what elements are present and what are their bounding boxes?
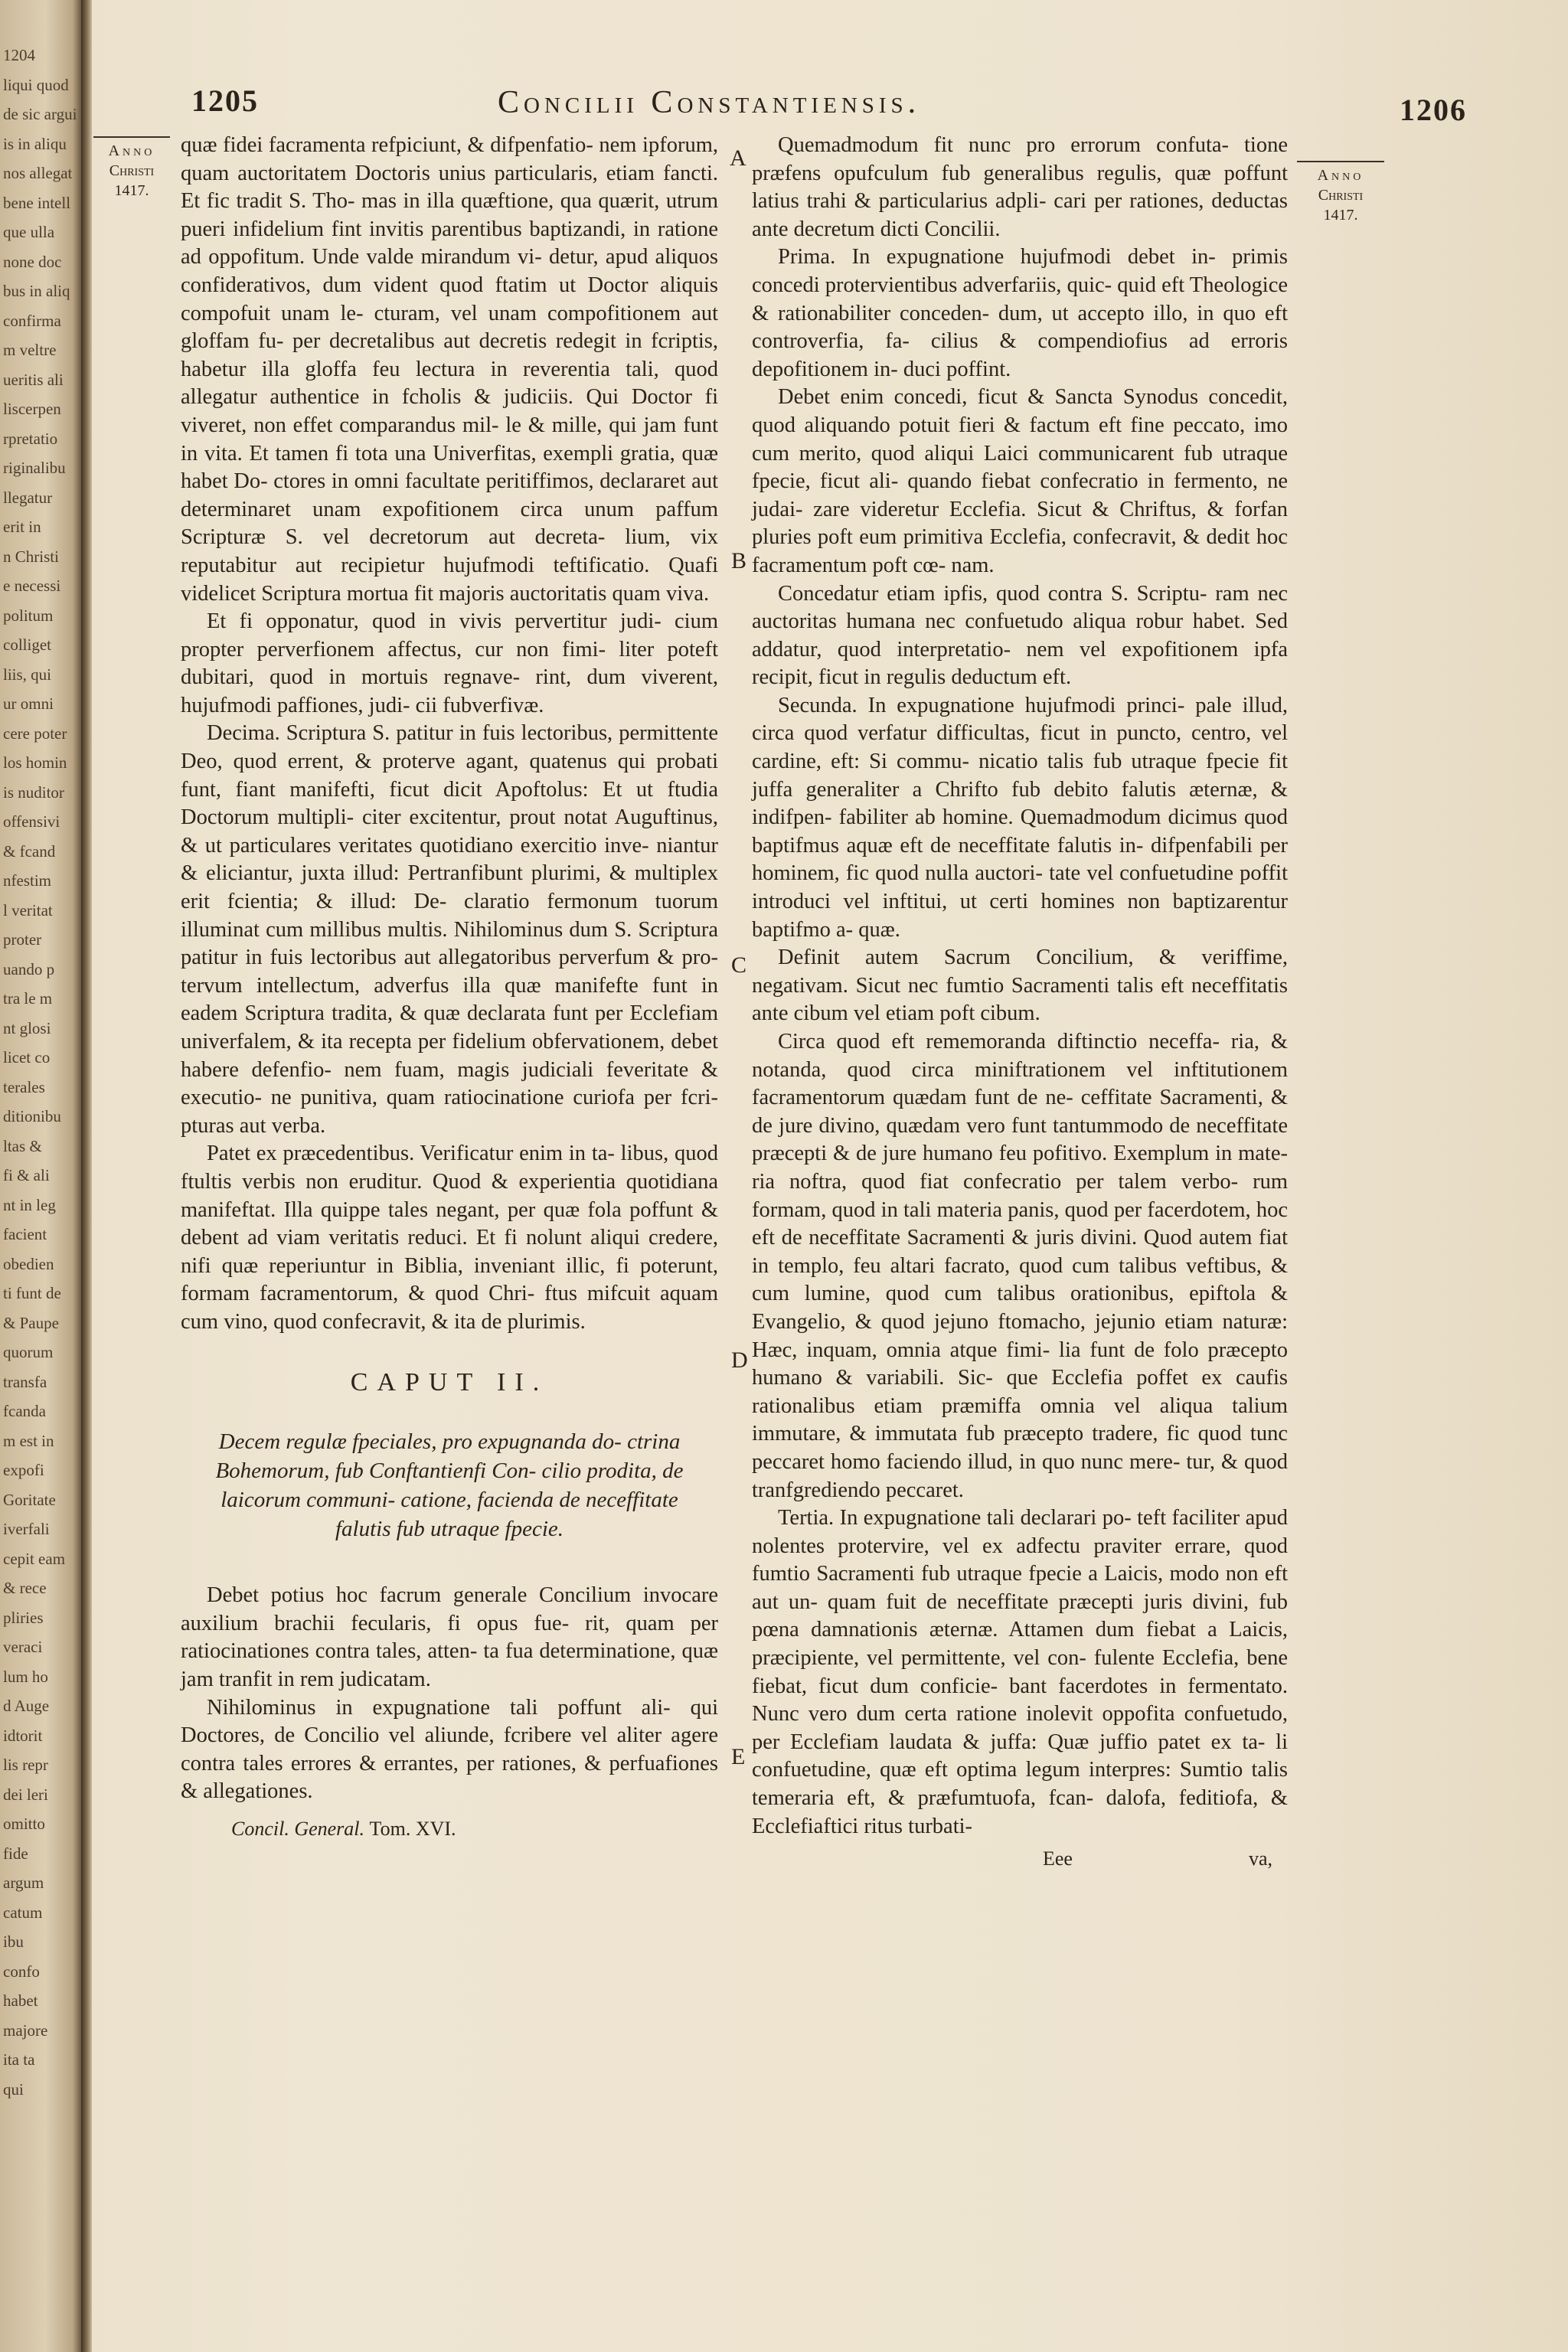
- page-number-right: 1206: [1400, 93, 1467, 127]
- gutter-fragment: fcanda: [3, 1402, 46, 1420]
- margin-note-anno: Anno: [108, 142, 155, 159]
- right-paragraph: Prima. In expugnatione hujufmodi debet in- primis concedi protervientibus adverfariis, quic- quid eft Theologice & rationabiliter conceden- dum, ut accepto illo, in quo eft controverfia, fa- cilius & compendiofius ad erroris depofitionem in- duci poffint.: [752, 245, 1288, 381]
- gutter-fragment: ti funt de: [3, 1284, 61, 1302]
- facing-page-edge: [0, 0, 83, 2352]
- gutter-fragment: habet: [3, 1991, 38, 2010]
- left-paragraph: Et fi opponatur, quod in vivis pervertitur judi- cium propter perverfionem affectus, cur non fimi- liter poteft dubitari, quod in mortuis regnave- rint, dum viverent, hujufmodi paffiones, judi- cii fubverfivæ.: [181, 609, 718, 717]
- gutter-fragment: pliries: [3, 1608, 44, 1627]
- margin-note-christi: Christi: [1318, 187, 1364, 204]
- gutter-fragment: uando p: [3, 959, 55, 978]
- gutter-fragment: 1204: [3, 46, 35, 64]
- gutter-fragment: catum: [3, 1903, 43, 1922]
- section-letter-d: D: [731, 1348, 748, 1373]
- right-paragraph: Tertia. In expugnatione tali declarari po- teft faciliter apud nolentes protervire, vel ex adfectu praviter errare, quod fumtio Sacramenti fub utraque fpecie a Laicis, modo non eft aut un- quam fuit de neceffitate præcepti juris divini, fub pœna damnationis æternæ. Attamen dum fiebat a Laicis, præcipiente, vel permittente, vel con- fulente Ecclefia, bene fiebat, ficut dum conficie- bant facerdotes in fermentato. Nunc vero dum certa ratione inolevit oppofita confuetudo, per Ecclefiam laudata & juffa: Quæ juffio patet ex ta- li confuetudine, quæ eft optima legum interpres: Sumtio talis temeraria eft, & præfumtuofa, fcan- dalofa, feditiofa, & Ecclefiaftici ritus turbati-: [752, 1506, 1288, 1838]
- right-paragraph: Concedatur etiam ipfis, quod contra S. Scriptu- ram nec auctoritas humana nec confuetudo aliqua robur habet. Sed addatur, quod interpretatio- nem vel expofitionem ipfa recipit, ficut in regulis deductum eft.: [752, 581, 1288, 690]
- right-paragraph: Debet enim concedi, ficut & Sancta Synodus concedit, quod aliquando potuit fieri & factum eft fine peccato, imo cum merito, quod aliqui Laici communicarent fub utraque fpecie, ficut ali- quando fiebat confecratio in fermento, ne judai- zare videretur Ecclefia. Sicut & Chriftus, & forfan pluries poft eum primitiva Ecclefia, confecravit, & dedit hoc facramentum poft cœ- nam.: [752, 385, 1288, 577]
- signature-line: [752, 1845, 1288, 1870]
- gutter-fragment: ibu: [3, 1932, 24, 1951]
- margin-rule: [93, 136, 170, 138]
- gutter-fragment: expofi: [3, 1461, 44, 1479]
- gutter-fragment: argum: [3, 1873, 44, 1892]
- gutter-fragment: erit in: [3, 518, 41, 536]
- left-paragraph: Decima. Scriptura S. patitur in fuis lectoribus, permittente Deo, quod errent, & proterve agant, quatenus qui probati funt, fiant manifefti, ficut dicit Apoftolus: Et ut ftudia Doctorum multipli- citer excitentur, prout notat Auguftinus, & ut particulares veritates quotidiano exercitio inve- niantur & eliciantur, juxta illud: Pertranfibunt plurimi, & multiplex erit fcientia; & illud: De- claratio fermonum tuorum illuminat cum millibus multis. Nihilominus dum S. Scriptura patitur in fuis lectoribus aut allegatoribus perverfum & pro- tervum intellectum, adverfus illa quæ manifefte funt in eadem Scriptura tradita, & quæ declarata funt per Ecclefiam univerfalem, & ita recepta per fidelium obfervationem, debet habere defenfio- nem fuam, magis judiciali feveritate & executio- ne punitiva, quam ratiocinatione curiofa per fcri- pturas aut verba.: [181, 721, 718, 1138]
- gutter-fragment: lis repr: [3, 1756, 48, 1774]
- gutter-fragment: llegatur: [3, 488, 53, 507]
- gutter-fragment: confo: [3, 1962, 40, 1981]
- gutter-fragment: de sic argui: [3, 105, 77, 123]
- gutter-fragment: offensivi: [3, 812, 60, 831]
- gutter-fragment: bene intell: [3, 193, 71, 212]
- gutter-fragment: transfa: [3, 1372, 47, 1391]
- signature-mark: Eee: [1043, 1847, 1073, 1870]
- page-number-left: 1205: [191, 83, 259, 118]
- gutter-fragment: proter: [3, 930, 42, 949]
- gutter-fragment: bus in aliq: [3, 282, 70, 300]
- volume-footer: [181, 1815, 718, 1844]
- gutter-fragment: tra le m: [3, 989, 53, 1008]
- gutter-fragment: none doc: [3, 252, 62, 271]
- margin-note-anno: Anno: [1317, 167, 1364, 184]
- margin-note-left: [93, 136, 170, 201]
- catchword: va,: [1248, 1847, 1272, 1870]
- running-title: Concilii Constantiensis.: [498, 85, 921, 120]
- gutter-fragment: facient: [3, 1225, 47, 1243]
- gutter-fragment: politum: [3, 606, 54, 625]
- gutter-fragment: nt glosi: [3, 1018, 51, 1037]
- margin-note-year: 1417.: [1323, 207, 1358, 224]
- gutter-fragment: idtorit: [3, 1726, 43, 1745]
- page-header: [176, 83, 1524, 129]
- gutter-fragment: m veltre: [3, 341, 57, 359]
- gutter-fragment: liis, qui: [3, 665, 52, 684]
- gutter-fragment: colliget: [3, 635, 51, 654]
- gutter-fragment: los homin: [3, 753, 67, 772]
- gutter-fragment: l veritat: [3, 900, 53, 920]
- section-letter-a: A: [730, 145, 746, 171]
- margin-note-year: 1417.: [114, 182, 149, 199]
- gutter-fragment: & Paupe: [3, 1313, 59, 1332]
- gutter-fragment: iverfali: [3, 1520, 50, 1538]
- left-column: [181, 132, 718, 1843]
- gutter-fragment: liqui quod: [3, 75, 69, 94]
- right-column: [752, 132, 1288, 1870]
- gutter-fragment: liscerpen: [3, 400, 61, 418]
- right-paragraph: Secunda. In expugnatione hujufmodi princi- pale illud, circa quod verfatur difficultas, ficut in puncto, centro, vel cardine, eft: Si commu- nicatio talis fub utraque fpecie fit juffa generaliter a Chrifto fub debito falutis æternæ, & indifpen- fabiliter ab homine. Quemadmodum dicimus quod baptifmus aquæ eft de neceffitate falutis in- difpenfabili per hominem, fic quod nulla auctori- tate vel confuetudine poffit introduci vel inftitui, ut certi homines non baptizarentur baptifmo a- quæ.: [752, 693, 1288, 942]
- left-paragraph: quæ fidei facramenta refpiciunt, & difpenfatio- nem ipforum, quam auctoritatem Doctoris unius particularis, etiam fancti. Et fic tradit S. Tho- mas in illa quæftione, qua quærit, utrum pueri infidelium fint invitis parentibus baptizandi, in ratione ad oppofitum. Unde valde mirandum vi- detur, apud aliquos confiderativos, dum vident quod ftatim ut Doctor aliquis compofuit unam le- cturam, vel unam compofitionem aut gloffam fu- per decretalibus aut decretis redegit in fcriptis, habetur illa gloffa feu lectura in reverentia tali, quod allegatur authentice in fcholis & judiciis. Qui Doctor fi viveret, non effet comparandus mil- le & mille, qui jam funt in vita. Et tamen fi tota una Univerfitas, exempli gratia, quæ habet Do- ctores in omni facultate peritiffimos, declararet aut determinaret unam expofitionem circa unum paffum Scripturæ S. vel decretorum aut decreta- lium, vix reputabitur aut recipietur hujufmodi teftificatio. Quafi videlicet Scriptura mortua fit majoris auctoritatis quam viva.: [181, 133, 718, 606]
- gutter-fragment: ita ta: [3, 2050, 35, 2069]
- gutter-fragment: qui: [3, 2079, 24, 2099]
- gutter-fragment: ur omni: [3, 694, 54, 713]
- chapter-heading: CAPUT II.: [350, 1367, 549, 1396]
- section-letter-c: C: [731, 952, 747, 978]
- gutter-fragment: veraci: [3, 1638, 43, 1656]
- gutter-fragment: fide: [3, 1844, 28, 1863]
- gutter-fragment: nos allegat: [3, 164, 73, 182]
- gutter-fragment: lum ho: [3, 1667, 48, 1686]
- gutter-fragment: confirma: [3, 311, 61, 330]
- gutter-fragment: quorum: [3, 1343, 54, 1361]
- volume-footer-tome: Tom. XVI.: [369, 1817, 456, 1840]
- gutter-fragment: is in aliqu: [3, 134, 67, 153]
- gutter-fragment: omitto: [3, 1815, 45, 1833]
- gutter-fragment: que ulla: [3, 223, 55, 241]
- right-paragraph: Definit autem Sacrum Concilium, & veriffime, negativam. Sicut nec fumtio Sacramenti talis eft neceffitatis ante cibum vel etiam poft cibum.: [752, 946, 1288, 1026]
- gutter-fragment: terales: [3, 1077, 45, 1096]
- gutter-fragment: & rece: [3, 1579, 47, 1597]
- section-letter-b: B: [731, 548, 747, 573]
- gutter-fragment: Goritate: [3, 1490, 56, 1509]
- gutter-fragment: nfestim: [3, 871, 51, 890]
- gutter-fragment: ueritis ali: [3, 370, 64, 389]
- gutter-fragment: riginalibu: [3, 459, 66, 477]
- chapter-summary: Decem regulæ fpeciales, pro expugnanda do- ctrina Bohemorum, fub Conftantienfi Con- cilio prodita, de laicorum communi- catione, facienda de neceffitate falutis fub utraque fpecie.: [215, 1429, 684, 1542]
- gutter-fragment: rpretatio: [3, 429, 58, 448]
- gutter-fragment: dei leri: [3, 1785, 48, 1804]
- gutter-fragment: ditionibu: [3, 1107, 61, 1125]
- margin-note-right: [1297, 161, 1384, 225]
- gutter-fragment: d Auge: [3, 1697, 50, 1715]
- right-paragraph: Quemadmodum fit nunc pro errorum confuta- tione præfens opufculum fub generalibus regulis, quæ poffunt latius trahi & particularius adpli- cari per rationes, deductas ante decretum dicti Concilii.: [752, 133, 1288, 241]
- left-paragraph: Debet potius hoc facrum generale Concilium invocare auxilium brachii fecularis, fi opus fue- rit, quam per ratiocinationes contra tales, atten- ta fua determinatione, quæ jam tranfit in rem judicatam.: [181, 1583, 718, 1691]
- gutter-fragment: fi & ali: [3, 1166, 50, 1184]
- gutter-fragment: cepit eam: [3, 1549, 66, 1568]
- left-paragraph: Nihilominus in expugnatione tali poffunt ali- qui Doctores, de Concilio vel aliunde, fcribere vel aliter agere contra tales errores & errantes, per rationes, & perfuafiones & allegationes.: [181, 1695, 718, 1804]
- gutter-fragment: obedien: [3, 1254, 54, 1273]
- volume-footer-label: Concil. General.: [231, 1817, 365, 1840]
- gutter-fragment: e necessi: [3, 577, 61, 595]
- gutter-fragment: & fcand: [3, 841, 56, 861]
- book-fold-shadow: [81, 0, 92, 2352]
- margin-note-christi: Christi: [109, 162, 155, 179]
- section-letter-e: E: [731, 1744, 746, 1769]
- gutter-fragment: m est in: [3, 1431, 54, 1450]
- right-paragraph: Circa quod eft rememoranda diftinctio neceffa- ria, & notanda, quod circa miniftrationem vel inftitutionem facramentorum quædam funt de ne- ceffitate Sacramenti, & de jure divino, quædam vero funt tantummodo de neceffitate præcepti & de jure humano feu pofitivo. Exemplum in mate- ria noftra, quod fiat confecratio per talem verbo- rum formam, quod in tali materia panis, quod per facerdotem, hoc eft de neceffitate Sacramenti & juris divini. Quod autem fiat in templo, feu altari facrato, quod cum talibus veftibus, & cum lumine, quod cum talibus orationibus, epiftola & Evangelio, & quod jejuno ftomacho, jejunio etiam naturæ: Hæc, inquam, omnia atque fimi- lia funt de folo præcepto humano & variabili. Sic- que Ecclefia poffet ex caufis rationalibus etiam præmiffa omnia vel aliqua talium immutare, & immutata fub præcepto tradere, fic quod tunc peccaret homo faciendo illud, in quo nunc mere- tur, & quod tranfgrediendo peccaret.: [752, 1030, 1288, 1502]
- gutter-fragment: cere poter: [3, 724, 67, 743]
- gutter-fragment: nt in leg: [3, 1195, 56, 1214]
- gutter-fragment: n Christi: [3, 547, 59, 566]
- gutter-fragment: majore: [3, 2020, 48, 2040]
- margin-rule: [1297, 161, 1384, 162]
- gutter-fragment: licet co: [3, 1048, 51, 1067]
- gutter-fragment: ltas &: [3, 1136, 42, 1155]
- gutter-fragment: is nuditor: [3, 782, 64, 802]
- left-paragraph: Patet ex præcedentibus. Verificatur enim in ta- libus, quod ftultis verbis non eruditur. Quod & experientia quotidiana manifeftat. Illa quippe tales negant, per quæ fola poffunt & debent ad viam veritatis reduci. Et fi nolunt aliqui credere, nifi quæ reperiuntur in Biblia, inveniant illic, fi poterunt, formam facramentorum, & quod Chri- ftus mifcuit aquam cum vino, quod confecravit, & ita de plurimis.: [181, 1142, 718, 1334]
